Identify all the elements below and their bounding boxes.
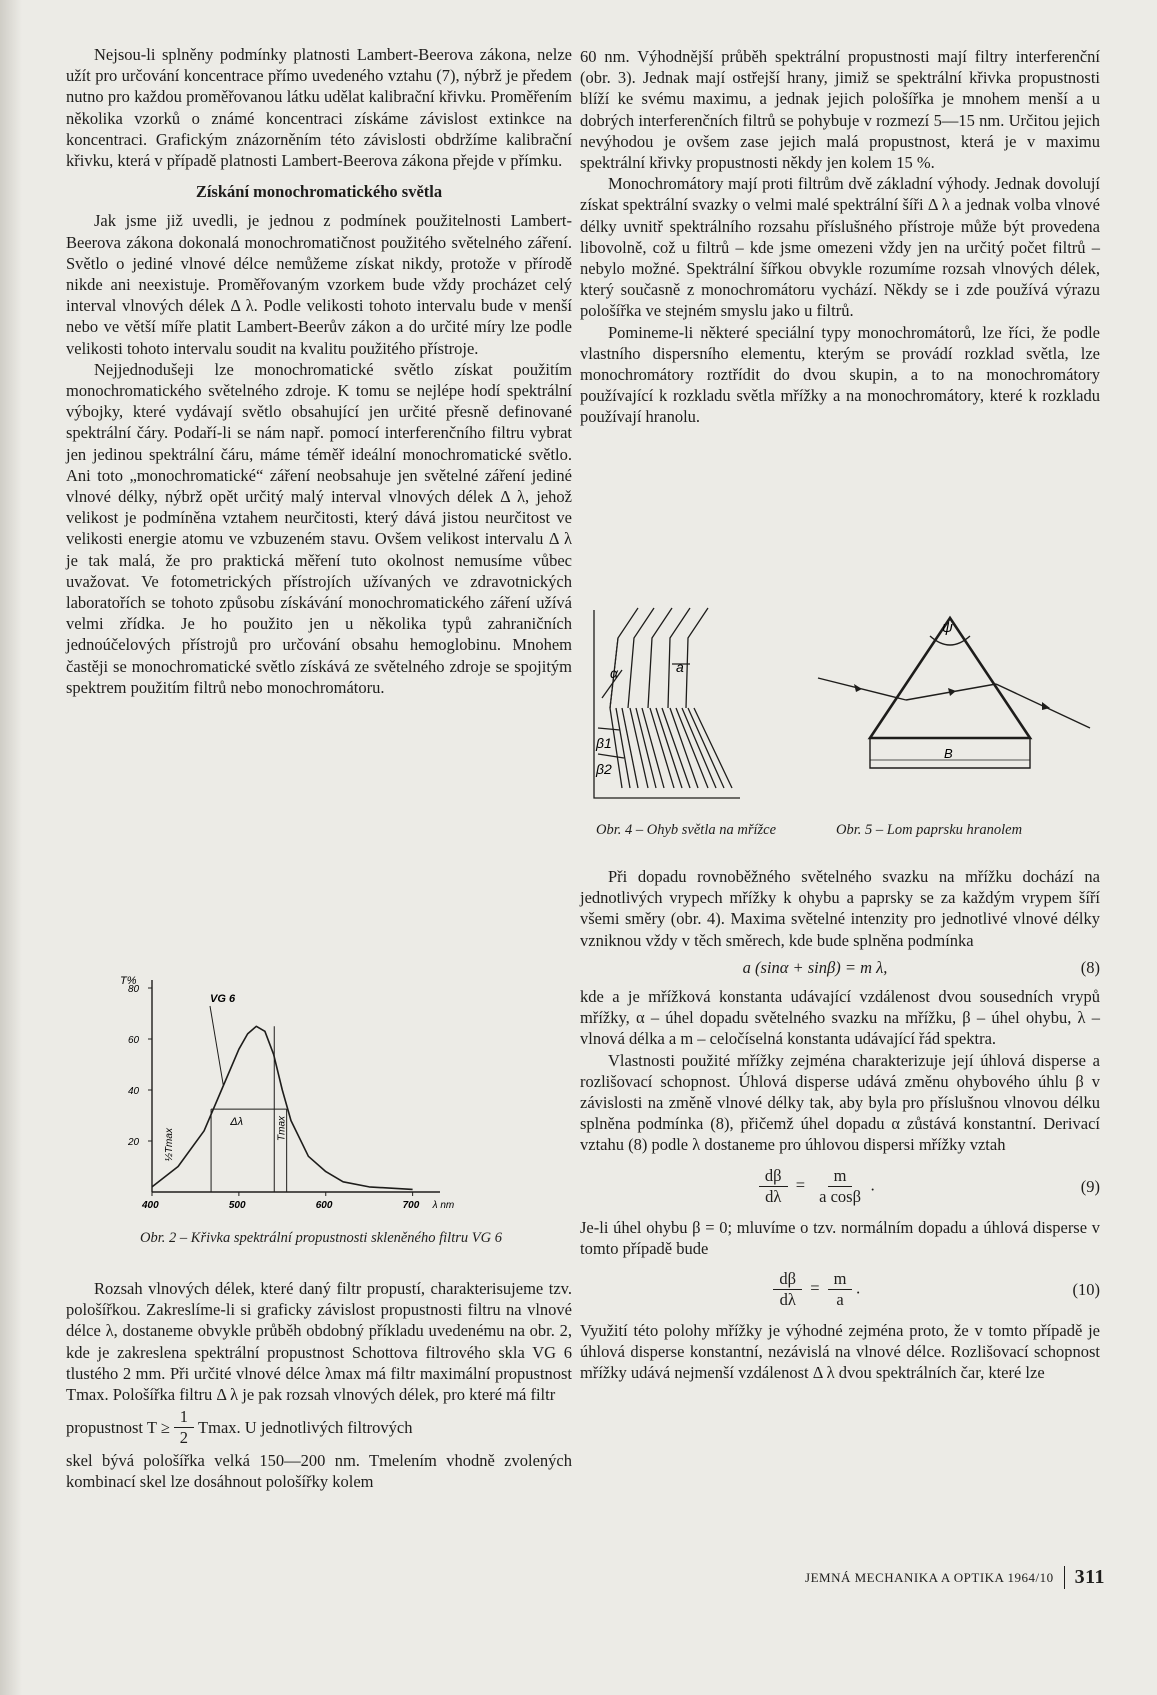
journal-name: JEMNÁ MECHANIKA A OPTIKA 1964/10: [805, 1569, 1054, 1585]
curve-label-leader: [210, 1006, 223, 1085]
figure-2: [100, 970, 570, 1210]
paragraph: Je-li úhel ohybu β = 0; mluvíme o tzv. normálním dopadu a úhlová disperse v tomto případě bude: [580, 1217, 1100, 1258]
fraction: [828, 1269, 853, 1310]
paragraph: Nejjednodušeji lze monochromatické světlo získat použitím monochromatického světelného zdroje. K tomu se nejlépe hodí spektrální výbojky, které vydávají světlo obsahující jen určité přesně definované spektrální čáry. Podaří-li se nám např. pomocí interferenčního filtru vybrat jen jedinou spektrální čáru, máme téměř ideální monochromatické světlo. Ani toto „monochromatické“ záření neobsahuje jen světelné záření jediné vlnové délky, nýbrž opět určitý malý interval vlnových délek Δ λ, jehož velikost je podmíněna vztahem neurčitosti, který dává jistou neurčitost ve velikosti energie atomu ve vzbuzeném stavu. Ovšem velikost intervalu Δ λ je tak malá, že pro praktická měření tuto okolnost nemusíme vůbec uvažovat. Ve fotometrických přístrojích užívaných ve zdravotnických laboratořích se tohoto způsobu získávání monochromatického záření užívá velmi zřídka. Je ho použito jen u několika typů zahraničních jednoúčelových přístrojů pro určování obsahu hemoglobinu. Mnohem častěji se monochromatické světlo získává ze světelného zdroje se spojitým spektrem použitím filtrů nebo monochromátoru.: [66, 359, 572, 697]
beta2-label: β2: [596, 761, 612, 777]
half-tmax-label: ½Tmax: [164, 1128, 175, 1162]
paragraph: Při dopadu rovnoběžného světelného svazku na mřížku dochází na jednotlivých vrypech mřížky k ohybu a paprsky se za každým vrypem šíří všemi směry (obr. 4). Maxima světelné intenzity pro jednotlivé vlnové délky vzniknou vždy v těch směrech, kde bude splněna podmínka: [580, 867, 1100, 950]
prism-diagram: [810, 598, 1100, 808]
equation-8-body: a (sinα + sinβ) = m λ,: [742, 957, 888, 977]
y-axis-label: T%: [120, 975, 137, 987]
right-column-top: [580, 46, 1100, 428]
fraction-numerator: dβ: [759, 1166, 788, 1187]
equation-8: [580, 957, 1100, 978]
fraction-numerator: m: [828, 1269, 853, 1290]
x-tick-label: 700: [402, 1200, 420, 1210]
base-label: B: [944, 746, 953, 761]
fraction: [773, 1269, 802, 1310]
transmission-curve: [152, 1026, 413, 1189]
paragraph: Rozsah vlnových délek, které daný filtr propustí, charakterisujeme tzv. pološířkou. Zakreslíme-li si graficky závislost propustnosti filtru na vlnové délce λ, dostaneme obvykle průběh obdobný příkladu uvedenému na obr. 2, kde je zakreslena spektrální propustnost Schottova filtrového skla VG 6 tlustého 2 mm. Při určité vlnové délce λmax má filtr maximální propustnost Tmax. Pološířka filtru Δ λ je pak rozsah vlnových délek, pro které má filtr: [66, 1279, 572, 1405]
transmission-chart: [100, 970, 570, 1210]
x-axis-label: λ nm: [432, 1200, 455, 1210]
binding-shadow: [0, 0, 22, 1695]
equation-9: [580, 1166, 1100, 1207]
fraction-denominator: dλ: [779, 1290, 796, 1310]
paragraph: Nejsou-li splněny podmínky platnosti Lambert-Beerova zákona, nelze užít pro určování koncentrace přímo uvedeného vztahu (7), nýbrž je předem nutno pro každou proměřovanou látku udělat kalibrační křivku. Proměřením několika vzorků o známé koncentraci získáme závislost extinkce na koncentraci. Grafickým znázorněním této závislosti obdržíme kalibrační křivku, která v případě platnosti Lambert-Beerova zákona přejde v přímku.: [66, 45, 572, 171]
page-number: 311: [1064, 1566, 1105, 1589]
page-footer: [805, 1566, 1105, 1589]
paragraph: Jak jsme již uvedli, je jednou z podmínek použitelnosti Lambert-Beerova zákona dokonalá monochromatičnost použitého světelného záření. Světlo o jediné vlnové délce nemůžeme získat nikdy, protože v přírodě nikde ani neexistuje. Proměřovaným vzorkem bude vždy procházet celý interval vlnových délek Δ λ. Podle velikosti tohoto intervalu bude v menší nebo ve větší míře platit Lambert-Beerův zákon a do určité míry lze podle velikosti tohoto intervalu soudit na kvalitu použitého přístroje.: [66, 211, 572, 358]
equals-sign: =: [795, 1174, 805, 1194]
fraction-denominator: 2: [179, 1428, 189, 1448]
inline-formula: [66, 1407, 572, 1448]
left-column-bottom: [66, 1278, 572, 1493]
grating-constant-label: a: [676, 659, 684, 675]
fraction-numerator: 1: [174, 1407, 194, 1428]
figure-4: [590, 598, 750, 808]
figure-2-caption: Obr. 2 – Křivka spektrální propustnosti skleněného filtru VG 6: [140, 1230, 502, 1246]
figure-5: [810, 598, 1100, 808]
fraction-denominator: a cosβ: [819, 1186, 861, 1206]
y-tick-label: 60: [128, 1035, 140, 1046]
fraction-numerator: dβ: [773, 1269, 802, 1290]
x-tick-label: 400: [142, 1200, 159, 1210]
equation-9-number: (9): [1080, 1176, 1100, 1196]
x-tick-label: 500: [228, 1200, 246, 1210]
paragraph: skel bývá pološířka velká 150—200 nm. Tmelením vhodně zvolených kombinací skel lze dosáhnout pološířky kolem: [66, 1451, 572, 1492]
left-column: [66, 44, 572, 698]
equals-sign: =: [810, 1278, 820, 1298]
right-column-bottom: [580, 866, 1100, 1384]
grating-diagram: [590, 598, 750, 808]
equation-10-number: (10): [1072, 1279, 1100, 1299]
paragraph: kde a je mřížková konstanta udávající vzdálenost dvou sousedních vrypů mřížky, α – úhel dopadu světelného svazku na mřížku, β – úhel ohybu, λ – vlnová délka a m – celočíselná konstanta udávající řád spektra.: [580, 987, 1100, 1049]
formula-post: Tmax. U jednotlivých filtrových: [198, 1418, 413, 1438]
paragraph: Využití této polohy mřížky je výhodné zejména proto, že v tomto případě je úhlová disperse konstantní, nezávislá na vlnové délce. Rozlišovací schopnost mřížky udává nejmenší vzdálenost Δ λ dvou spektrálních čar, které lze: [580, 1321, 1100, 1383]
paragraph: Pomineme-li některé speciální typy monochromátorů, lze říci, že podle vlastního dispersního elementu, kterým se provádí rozklad světla, lze monochromátory roztřídit do dvou skupin, a to na monochromátory používající k rozkladu světla mřížky a na monochromátory, které k rozkladu používají hranolu.: [580, 322, 1100, 427]
fraction-denominator: a: [836, 1290, 844, 1310]
curve-label: VG 6: [210, 993, 236, 1005]
fraction: [759, 1166, 788, 1207]
fraction: [174, 1407, 194, 1448]
tmax-label: Tmax: [276, 1116, 288, 1141]
beta1-label: β1: [596, 735, 612, 751]
formula-pre: propustnost T ≥: [66, 1418, 170, 1438]
delta-lambda-label: Δλ: [230, 1116, 243, 1129]
paragraph: Monochromátory mají proti filtrům dvě základní výhody. Jednak dovolují získat spektrální svazky o velmi malé spektrální šíři Δ λ a jednak volba vlnové délky uvnitř spektrálního rozsahu příslušného přístroje může být provedena libovolně, což u filtrů – kde jsme omezeni vždy jen na určitý počet filtrů – nebylo možné. Spektrální šířkou obvykle rozumíme rozsah vlnových délek, který současně z monochromátoru vychází. Někdy se i zde používá výrazu pološířka ve stejném smyslu jako u filtrů.: [580, 174, 1100, 321]
y-tick-label: 40: [128, 1086, 140, 1097]
figure-5-caption: Obr. 5 – Lom paprsku hranolem: [836, 822, 1023, 838]
equation-9-body: $\frac{d\beta}{d\lambda}$ = $\frac{m}{\text{a cosβ}}$ .: [580, 1166, 1050, 1207]
y-tick-label: 80: [128, 984, 140, 995]
alpha-label: α: [610, 665, 618, 681]
x-tick-label: 600: [315, 1200, 333, 1210]
section-heading: Získání monochromatického světla: [195, 182, 443, 202]
paragraph: Vlastnosti použité mřížky zejména charakterizuje její úhlová disperse a rozlišovací schopnost. Úhlová disperse udává změnu ohybového úhlu β v závislosti na změně vlnové délky tak, aby byla pro příslušnou vlnovou délku splněna podmínka (8), přičemž úhel dopadu α zůstává konstantní. Derivací vztahu (8) podle λ dostaneme pro úhlovou dispersi mřížky vztah: [580, 1050, 1100, 1155]
psi-label: ψ: [942, 619, 953, 636]
fraction: [813, 1166, 867, 1207]
paragraph: 60 nm. Výhodnější průběh spektrální propustnosti mají filtry interferenční (obr. 3). Jednak mají ostřejší hrany, jimiž se spektrální křivka propustnosti blíží ke svému maximu, a jednak jejich pološířka je mnohem menší a u dobrých interferenčních filtrů se pohybuje v rozmezí 5—15 nm. Určitou jejich nevýhodou je ovšem zase jejich malá propustnost, která je v maximu spektrální křivky propustnosti někdy jen kolem 15 %.: [580, 47, 1100, 173]
fraction-denominator: dλ: [765, 1186, 782, 1206]
equation-10-body: $\frac{d\beta}{d\lambda}$ = $\frac{m}{a}$ .: [580, 1269, 1050, 1310]
figure-4-caption: Obr. 4 – Ohyb světla na mřížce: [596, 822, 777, 838]
equation-8-number: (8): [1080, 957, 1100, 977]
y-tick-label: 20: [128, 1137, 140, 1148]
equation-10: [580, 1269, 1100, 1310]
fraction-numerator: m: [828, 1166, 853, 1187]
